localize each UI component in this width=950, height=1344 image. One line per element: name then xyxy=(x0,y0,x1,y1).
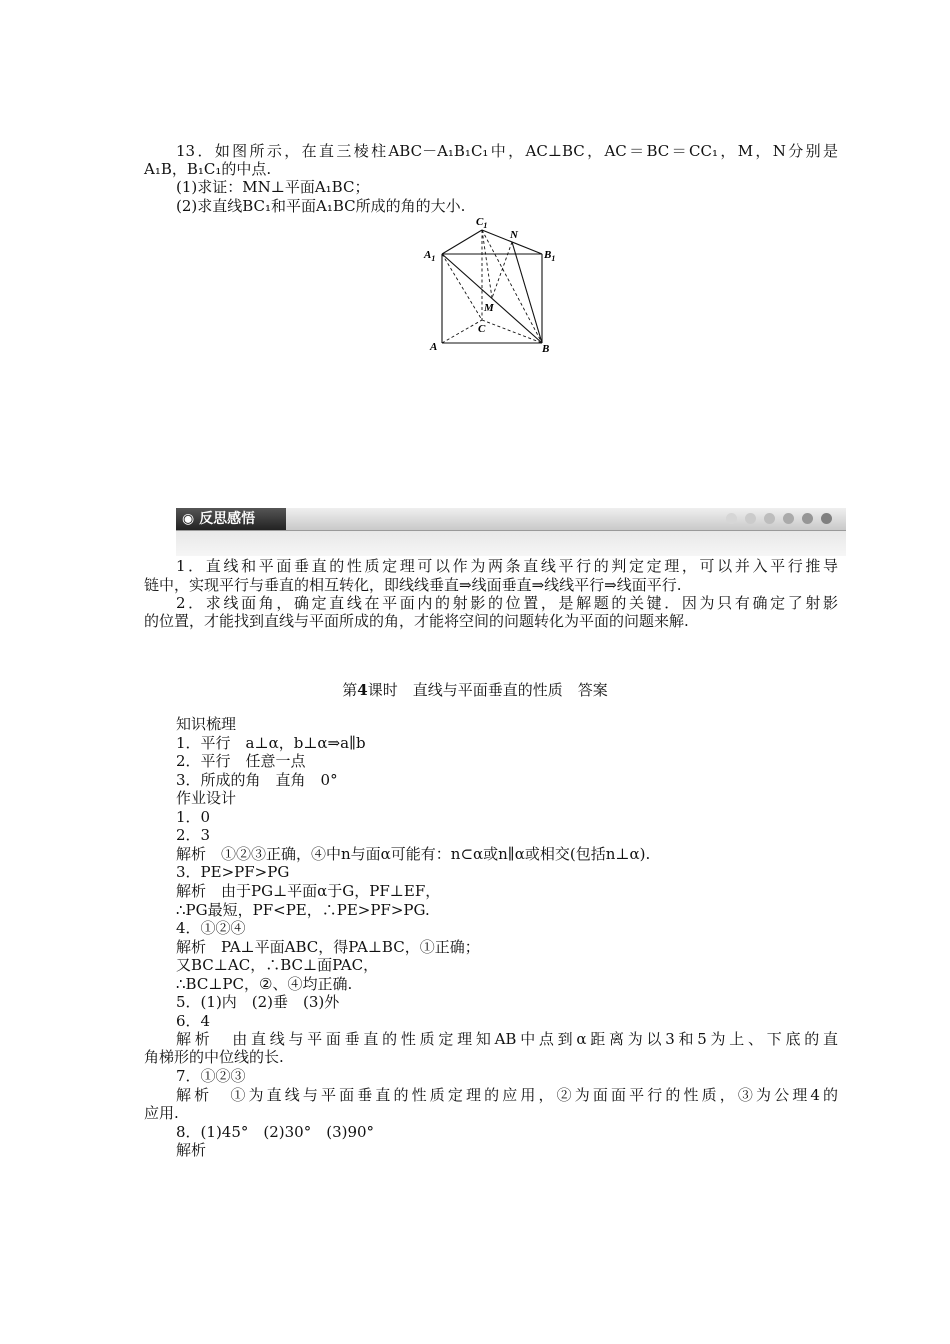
label-a: A xyxy=(430,341,438,353)
answer-8-solution: 解析 xyxy=(176,1141,207,1159)
answer-7: 7．①②③ xyxy=(176,1067,246,1085)
answer-line: 2．平行 任意一点 xyxy=(176,752,306,770)
answer-line: 2．3 xyxy=(176,826,211,844)
dot-icon xyxy=(783,513,794,524)
answer-line: 3．PE>PF>PG xyxy=(176,863,290,881)
reflection-p2-line-1: 2．求线面角，确定直线在平面内的射影的位置，是解题的关键．因为只有确定了射影 xyxy=(176,594,838,612)
segment-n-b xyxy=(512,242,542,343)
label-c: C xyxy=(478,323,486,335)
banner-dots xyxy=(726,513,832,524)
answer-line: 知识梳理 xyxy=(176,715,237,733)
label-b1: $B_1$ xyxy=(544,249,556,263)
problem-13-line-1: 13．如图所示，在直三棱柱ABC－A₁B₁C₁中，AC⊥BC，AC＝BC＝CC₁，M，N分别是 xyxy=(176,142,838,160)
problem-13-question-2: (2)求直线BC₁和平面A₁BC所成的角的大小. xyxy=(176,197,466,215)
answer-line: 5．(1)内 (2)垂 (3)外 xyxy=(176,993,340,1011)
label-m: M xyxy=(484,302,494,314)
answer-6-solution-line-1: 解析 由直线与平面垂直的性质定理知AB中点到α距离为以3和5为上、下底的直 xyxy=(176,1030,838,1048)
dot-icon xyxy=(802,513,813,524)
reflection-banner xyxy=(176,508,846,556)
reflection-title: ◉ 反思感悟 xyxy=(176,508,286,530)
segment-a1-b xyxy=(442,254,542,343)
answer-line: 1．0 xyxy=(176,808,211,826)
problem-13-question-1: (1)求证：MN⊥平面A₁BC； xyxy=(176,178,370,196)
segment-c1-b-hidden xyxy=(482,230,542,343)
problem-13-line-2: A₁B，B₁C₁的中点. xyxy=(144,160,272,178)
answer-line: 作业设计 xyxy=(176,789,237,807)
reflection-p1-line-1: 1．直线和平面垂直的性质定理可以作为两条直线平行的判定定理，可以并入平行推导 xyxy=(176,557,838,575)
answer-line: 解析 由于PG⊥平面α于G，PF⊥EF， xyxy=(176,882,441,900)
edge-a-c-hidden xyxy=(442,320,482,343)
label-c1: $C_1$ xyxy=(476,216,488,230)
dot-icon xyxy=(821,513,832,524)
edge-a1-c1 xyxy=(442,230,482,254)
answer-line: 1．平行 a⊥α，b⊥α⇒a∥b xyxy=(176,734,366,752)
segment-a1-c-hidden xyxy=(442,254,482,320)
answer-line: 解析 ①②③正确，④中n与面α可能有：n⊂α或n∥α或相交(包括n⊥α). xyxy=(176,845,651,863)
label-a1: $A_1$ xyxy=(424,249,436,263)
segment-m-n-hidden xyxy=(492,242,512,298)
answer-line: 又BC⊥AC，∴BC⊥面PAC， xyxy=(176,956,379,974)
label-n: N xyxy=(510,229,518,241)
answer-line: ∴BC⊥PC，②、④均正确. xyxy=(176,975,353,993)
answer-6-solution-line-2: 角梯形的中位线的长. xyxy=(144,1048,284,1066)
dot-icon xyxy=(745,513,756,524)
dot-icon xyxy=(726,513,737,524)
answer-line: 3．所成的角 直角 0° xyxy=(176,771,338,789)
prism-figure xyxy=(420,208,560,358)
reflection-p1-line-2: 链中，实现平行与垂直的相互转化，即线线垂直⇒线面垂直⇒线线平行⇒线面平行. xyxy=(144,576,682,594)
answer-line: ∴PG最短，PF<PE，∴PE>PF>PG. xyxy=(176,901,430,919)
answer-7-solution-line-2: 应用. xyxy=(144,1104,179,1122)
answer-7-solution-line-1: 解析 ①为直线与平面垂直的性质定理的应用，②为面面平行的性质，③为公理4的 xyxy=(176,1086,838,1104)
reflection-p2-line-2: 的位置，才能找到直线与平面所成的角，才能将空间的问题转化为平面的问题来解. xyxy=(144,612,689,630)
label-b: B xyxy=(542,343,550,355)
answer-line: 解析 PA⊥平面ABC，得PA⊥BC，①正确； xyxy=(176,938,480,956)
answer-8: 8．(1)45° (2)30° (3)90° xyxy=(176,1123,375,1141)
answers-heading: 第4课时 直线与平面垂直的性质 答案 xyxy=(342,681,608,699)
banner-body xyxy=(176,531,846,556)
edge-c-b-hidden xyxy=(482,320,542,343)
answer-line: 6．4 xyxy=(176,1012,211,1030)
answer-line: 4．①②④ xyxy=(176,919,246,937)
dot-icon xyxy=(764,513,775,524)
